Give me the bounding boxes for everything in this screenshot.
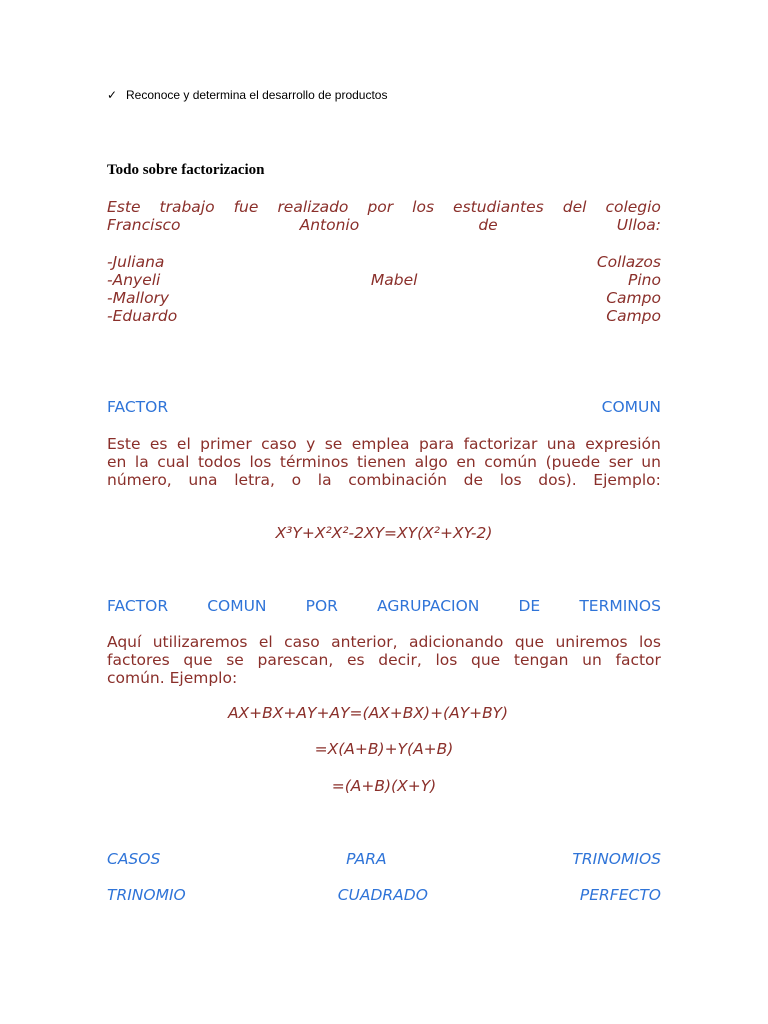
paragraph-word: para: [418, 435, 455, 453]
paragraph-line: [107, 651, 661, 669]
intro-word: los: [412, 198, 435, 216]
paragraph-word: letra,: [234, 471, 275, 489]
paragraph-word: una: [546, 435, 576, 453]
paragraph-word: factores: [107, 651, 170, 669]
paragraph-word: que: [471, 651, 501, 669]
paragraph-word: que: [183, 651, 213, 669]
intro-word: Antonio: [299, 216, 360, 234]
paragraph-word: tienen: [356, 453, 407, 471]
paragraph-word: tengan: [513, 651, 569, 669]
paragraph-word: de: [463, 471, 484, 489]
paragraph-word: un: [641, 453, 661, 471]
intro-word: colegio: [605, 198, 661, 216]
section3-subtitle-word: CUADRADO: [337, 886, 428, 904]
paragraph-word: utilizaremos: [152, 633, 248, 651]
paragraph-word: términos: [279, 453, 349, 471]
section3-subtitle-word: PERFECTO: [579, 886, 661, 904]
section3-subtitle-word: TRINOMIO: [107, 886, 186, 904]
paragraph-word: parescan,: [257, 651, 334, 669]
student-last: Pino: [628, 271, 661, 289]
paragraph-word: es: [346, 651, 365, 669]
intro-word: del: [562, 198, 587, 216]
paragraph-word: en: [107, 453, 127, 471]
section1-paragraph: [107, 435, 661, 489]
student-first: -Eduardo: [107, 307, 178, 325]
paragraph-word: Aquí: [107, 633, 142, 651]
section2-title-word: DE: [518, 597, 541, 615]
paragraph-word: los: [639, 633, 661, 651]
paragraph-word: uniremos: [555, 633, 628, 651]
paragraph-word: todos: [197, 453, 241, 471]
paragraph-word: los: [249, 453, 272, 471]
paragraph-word: los: [435, 651, 458, 669]
student-last: Collazos: [596, 253, 661, 271]
paragraph-word: Ejemplo:: [593, 471, 661, 489]
paragraph-word: una: [188, 471, 218, 489]
paragraph-word: número,: [107, 471, 172, 489]
intro-word: por: [367, 198, 394, 216]
section-title-casos-trinomios: [107, 850, 661, 868]
paragraph-line: [107, 471, 661, 489]
paragraph-word: emplea: [351, 435, 410, 453]
paragraph-word: factorizar: [463, 435, 538, 453]
paragraph-line: [107, 633, 661, 651]
section2-title-word: POR: [305, 597, 338, 615]
paragraph-word: se: [226, 651, 244, 669]
paragraph-word: caso: [261, 435, 297, 453]
paragraph-word: (puede: [545, 453, 601, 471]
paragraph-word: se: [324, 435, 343, 453]
example-formula-2c: =(A+B)(X+Y): [331, 777, 437, 795]
paragraph-word: la: [134, 453, 149, 471]
paragraph-word: factor: [615, 651, 661, 669]
section3-title-word: CASOS: [107, 850, 161, 868]
student-row: [107, 289, 661, 307]
paragraph-line: [107, 435, 661, 453]
objective-text: Reconoce y determina el desarrollo de productos: [126, 88, 388, 102]
section3-title-word: PARA: [346, 850, 387, 868]
paragraph-word: algo: [414, 453, 448, 471]
students-list: [107, 253, 661, 325]
paragraph-word: en: [456, 453, 476, 471]
paragraph-word: común: [484, 453, 538, 471]
intro-word: fue: [233, 198, 259, 216]
intro-word: de: [478, 216, 498, 234]
paragraph-word: ser: [608, 453, 633, 471]
paragraph-word: la: [317, 471, 332, 489]
paragraph-word: un: [582, 651, 602, 669]
paragraph-word: primer: [200, 435, 252, 453]
paragraph-word: expresión: [585, 435, 661, 453]
section2-title-word: FACTOR: [107, 597, 169, 615]
student-middle: Mabel: [370, 271, 418, 289]
paragraph-word: el: [176, 435, 191, 453]
paragraph-word: y: [306, 435, 316, 453]
student-row: [107, 253, 661, 271]
paragraph-word: que: [514, 633, 545, 651]
example-formula-2b: =X(A+B)+Y(A+B): [314, 740, 454, 758]
check-icon: ✓: [107, 88, 118, 102]
section2-title-word: AGRUPACION: [377, 597, 480, 615]
paragraph-word: dos).: [538, 471, 577, 489]
objective-bullet: [107, 88, 387, 102]
paragraph-word: cual: [157, 453, 190, 471]
intro-word: Este: [107, 198, 141, 216]
section2-title-word: COMUN: [207, 597, 267, 615]
student-first: -Anyeli: [107, 271, 161, 289]
intro-word: estudiantes: [453, 198, 544, 216]
section3-title-word: TRINOMIOS: [572, 850, 661, 868]
intro-word: realizado: [277, 198, 349, 216]
section2-paragraph-last: común. Ejemplo:: [107, 669, 238, 687]
student-last: Campo: [606, 307, 661, 325]
section1-title-word: COMUN: [601, 398, 661, 416]
example-formula-1: X³Y+X²X²-2XY=XY(X²+XY-2): [275, 524, 493, 542]
paragraph-line: [107, 453, 661, 471]
paragraph-word: anterior,: [331, 633, 398, 651]
paragraph-word: es: [149, 435, 168, 453]
student-row: [107, 271, 661, 289]
intro-word: trabajo: [159, 198, 215, 216]
example-formula-2a: AX+BX+AY+AY=(AX+BX)+(AY+BY): [227, 704, 509, 722]
intro-line-1: [107, 198, 661, 216]
intro-line-2: [107, 216, 661, 234]
paragraph-word: adicionando: [408, 633, 504, 651]
section1-title-word: FACTOR: [107, 398, 169, 416]
paragraph-word: combinación: [348, 471, 447, 489]
section2-paragraph: [107, 633, 661, 669]
student-first: -Juliana: [107, 253, 165, 271]
paragraph-word: decir,: [378, 651, 422, 669]
section-title-factor-comun: [107, 398, 661, 416]
paragraph-word: el: [258, 633, 273, 651]
paragraph-word: los: [499, 471, 522, 489]
section2-title-word: TERMINOS: [579, 597, 661, 615]
intro-word: Ulloa:: [616, 216, 661, 234]
student-row: [107, 307, 661, 325]
student-first: -Mallory: [107, 289, 170, 307]
section-title-trinomio-cuadrado: [107, 886, 661, 904]
page-title: Todo sobre factorizacion: [107, 162, 265, 178]
student-last: Campo: [606, 289, 661, 307]
intro-word: Francisco: [107, 216, 181, 234]
paragraph-word: o: [291, 471, 302, 489]
paragraph-word: caso: [284, 633, 320, 651]
paragraph-word: Este: [107, 435, 141, 453]
section-title-agrupacion: [107, 597, 661, 615]
